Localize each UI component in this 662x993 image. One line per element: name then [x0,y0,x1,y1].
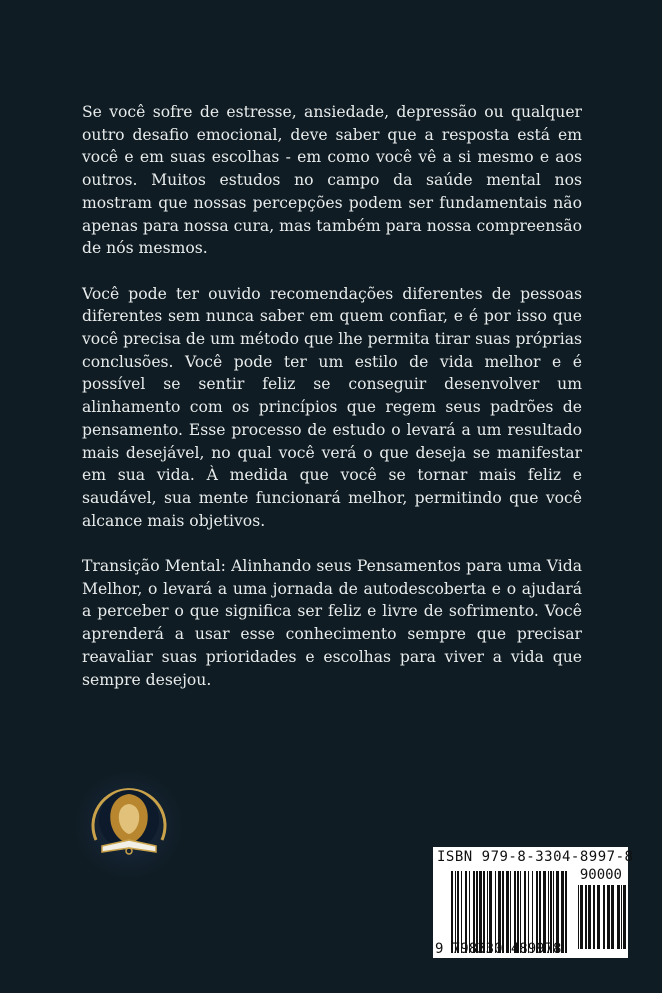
barcode-bar [597,885,600,949]
barcode-bar [607,885,610,949]
barcode-bar [611,885,614,949]
paragraph-3: Transição Mental: Alinhando seus Pensamentos para uma Vida Melhor, o levará a uma jornada de autodescoberta e o ajudará a perceber o que significa ser feliz e livre de sofrimento. Você aprenderá a usar esse conhecimento sempre que precisar reavaliar suas prioridades e escolhas para viver a vida que sempre desejou. [82,557,582,689]
barcode-bar [561,871,564,953]
isbn-label: ISBN 979-8-3304-8997-8 [437,849,634,865]
barcode-addon-bars [578,885,624,949]
publisher-lion-logo [74,770,184,880]
barcode-addon-number: 90000 [579,867,622,883]
barcode-bar [603,885,605,949]
paragraph-2: Você pode ter ouvido recomendações diferentes de pessoas diferentes sem nunca saber em quem confiar, e é por isso que você precisa de um método que lhe permita tirar suas próprias conclusões. Você pode ter um estilo de vida melhor e é possível se sentir feliz se conseguir desenvolver um alinhamento com os princípios que regem seus padrões de pensamento. Esse processo de estudo o levará a um resultado mais desejável, no qual você verá o que deseja se manifestar em sua vida. À medida que você se tornar mais feliz e saudável, sua mente funcionará melhor, permitindo que você alcance mais objetivos. [82,284,582,530]
barcode-bar [593,885,595,949]
back-cover-description [82,101,582,714]
barcode-bar [565,871,567,953]
barcode-bar [623,885,626,949]
barcode-bar [588,885,591,949]
lion-book-icon [84,780,174,870]
barcode-bar [578,885,579,949]
barcode-bar [585,885,587,949]
barcode-digits: 9 798330 489978 [435,941,562,957]
barcode-bar [621,885,622,949]
paragraph-1: Se você sofre de estresse, ansiedade, depressão ou qualquer outro desafio emocional, deve saber que a resposta está em você e em suas escolhas - em como você vê a si mesmo e aos outros. Muitos estudos no campo da saúde mental nos mostram que nossas percepções podem ser fundamentais não apenas para nossa cura, mas também para nossa compreensão de nós mesmos. [82,103,582,258]
barcode-bar [580,885,583,949]
isbn-barcode [433,847,634,958]
barcode-bar [617,885,620,949]
